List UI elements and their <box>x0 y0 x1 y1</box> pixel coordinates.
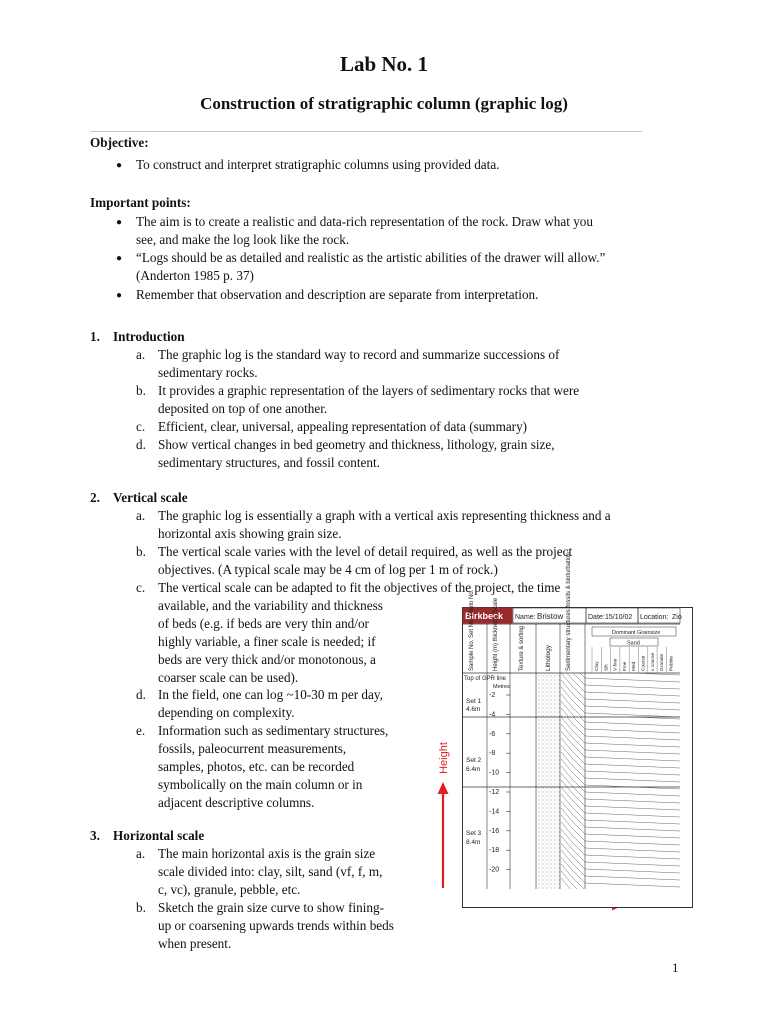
lithology-column <box>537 674 560 890</box>
item-line: Sketch the grain size curve to show fining- <box>158 900 384 915</box>
section-number: 2. <box>90 490 100 505</box>
item-line: Information such as sedimentary structures, <box>158 723 389 738</box>
dominant-grainsize-label: Dominant Grainsize <box>612 630 661 636</box>
date-value: 15/10/02 <box>605 614 633 621</box>
important-point-line: Remember that observation and description are separate from interpretation. <box>136 287 539 302</box>
grain-column-label: Med <box>632 661 638 671</box>
grain-column-label: Coarse <box>641 655 647 671</box>
item-line: up or coarsening upwards trends within beds <box>158 918 394 933</box>
item-line: objectives. (A typical scale may be 4 cm of log per 1 m of rock.) <box>158 562 498 577</box>
item-label: c. <box>136 419 146 434</box>
item-label: b. <box>136 383 146 398</box>
item-line: horizontal axis showing grain size. <box>158 526 342 541</box>
objective-heading: Objective: <box>90 135 149 150</box>
item-line: The vertical scale varies with the level of detail required, as well as the project <box>158 544 573 559</box>
set-label: Set 2 <box>466 757 482 764</box>
item-label: e. <box>136 723 146 738</box>
item-line: Efficient, clear, universal, appealing representation of data (summary) <box>158 419 528 434</box>
height-tick-label: -8 <box>489 750 496 758</box>
graphic-log-figure <box>462 552 682 889</box>
item-line: In the field, one can log ~10-30 m per day, <box>158 687 383 702</box>
set-label: Set 3 <box>466 830 482 837</box>
item-line: The graphic log is essentially a graph with a vertical axis representing thickness and a <box>158 508 611 523</box>
item-label: a. <box>136 347 146 362</box>
location-value: Zio <box>672 614 682 621</box>
height-tick-label: -18 <box>489 847 500 855</box>
grain-column-label: Fine <box>622 661 628 671</box>
grain-column-label: v coarse <box>650 652 656 671</box>
set-thickness: 6.4m <box>466 766 481 773</box>
height-axis-label-box <box>437 742 451 778</box>
item-label: d. <box>136 437 146 452</box>
grain-column-label: Pebble <box>669 656 675 671</box>
name-label: Name: <box>515 614 536 621</box>
item-line: beds are very thick and/or monotonous, a <box>158 652 376 667</box>
bullet-icon: ● <box>116 290 123 301</box>
col-height-heading: Height (m) thickness. Scale <box>493 597 499 671</box>
item-line: The graphic log is the standard way to record and summarize successions of <box>158 347 560 362</box>
item-line: The main horizontal axis is the grain size <box>158 846 376 861</box>
page-number: 1 <box>672 960 679 975</box>
height-tick-label: -10 <box>489 769 500 777</box>
important-point-line: see, and make the log look like the rock. <box>136 232 350 247</box>
col-sample-heading: Sample No. Set No. Photo No. <box>469 589 475 671</box>
item-line: fossils, paleocurrent measurements, <box>158 741 347 756</box>
item-label: c. <box>136 580 146 595</box>
item-line: sedimentary structures, and fossil content. <box>158 455 380 470</box>
set-label: Set 1 <box>466 698 482 705</box>
col-sedstruct-heading: Sedimentary structures fossils & bioturbation <box>566 552 572 671</box>
grain-column-label: Silt <box>604 664 610 671</box>
col-texture-heading: Texture & sorting <box>519 625 525 671</box>
item-label: a. <box>136 508 146 523</box>
height-tick-label: -6 <box>489 730 496 738</box>
grain-column-label: V fine <box>613 658 619 671</box>
graphic-log-svg <box>462 552 682 889</box>
section-number: 3. <box>90 828 100 843</box>
height-tick-label: -4 <box>489 711 496 719</box>
col-lithology-heading: Lithology <box>545 644 552 671</box>
bullet-icon: ● <box>116 253 123 264</box>
item-line: when present. <box>158 936 232 951</box>
item-label: a. <box>136 846 146 861</box>
metres-label: Metres <box>493 684 510 690</box>
objective-bullet: To construct and interpret stratigraphic columns using provided data. <box>136 157 500 172</box>
item-line: adjacent descriptive columns. <box>158 795 315 810</box>
set-thickness: 8.4m <box>466 839 481 846</box>
section-heading-vertical-scale: Vertical scale <box>113 490 188 505</box>
item-line: c, vc), granule, pebble, etc. <box>158 882 301 897</box>
top-gpr-label: Top of GPR line <box>464 676 507 682</box>
page-subtitle: Construction of stratigraphic column (graphic log) <box>200 94 568 113</box>
location-label: Location: <box>640 614 669 621</box>
item-line: scale divided into: clay, silt, sand (vf, f, m, <box>158 864 383 879</box>
name-value: Bristow <box>537 612 564 621</box>
section-number: 1. <box>90 329 100 344</box>
title-divider <box>90 131 642 132</box>
sand-label: Sand <box>627 640 640 647</box>
item-line: It provides a graphic representation of the layers of sedimentary rocks that were <box>158 383 580 398</box>
important-point-line: (Anderton 1985 p. 37) <box>136 268 254 283</box>
item-line: highly variable, a finer scale is needed; if <box>158 634 376 649</box>
height-tick-label: -2 <box>489 692 496 699</box>
important-point-line: The aim is to create a realistic and data-rich representation of the rock. Draw what you <box>136 214 593 229</box>
section-heading-horizontal-scale: Horizontal scale <box>113 828 205 843</box>
bullet-icon: ● <box>116 160 123 171</box>
page-title: Lab No. 1 <box>339 52 429 76</box>
grain-column-label: Clay <box>595 661 600 671</box>
height-tick-label: -20 <box>489 866 500 874</box>
item-line: sedimentary rocks. <box>158 365 258 380</box>
bullet-icon: ● <box>116 217 123 228</box>
item-line: samples, photos, etc. can be recorded <box>158 759 355 774</box>
date-label: Date: <box>588 614 605 621</box>
logo-text: Birkbeck <box>465 611 504 621</box>
item-label: d. <box>136 687 146 702</box>
item-line: deposited on top of one another. <box>158 401 328 416</box>
height-tick-label: -14 <box>489 808 500 816</box>
item-line: The vertical scale can be adapted to fit the objectives of the project, the time <box>158 580 561 595</box>
item-line: of beds (e.g. if beds are very thin and/or <box>158 616 369 631</box>
item-line: symbolically on the main column or in <box>158 777 363 792</box>
item-line: coarser scale can be used). <box>158 670 299 685</box>
item-label: b. <box>136 900 146 915</box>
important-point-line: “Logs should be as detailed and realistic as the artistic abilities of the drawer will allow.” <box>136 250 606 265</box>
item-line: depending on complexity. <box>158 705 295 720</box>
height-arrow-icon <box>436 782 450 890</box>
height-tick-label: -12 <box>489 789 500 796</box>
height-tick-label: -16 <box>489 827 500 835</box>
item-line: Show vertical changes in bed geometry and thickness, lithology, grain size, <box>158 437 555 452</box>
item-line: available, and the variability and thickness <box>158 598 383 613</box>
section-heading-introduction: Introduction <box>113 329 185 344</box>
height-axis-label: Height <box>438 742 450 774</box>
grain-column-label: Granule <box>660 653 666 671</box>
important-heading: Important points: <box>90 195 191 210</box>
set-thickness: 4.6m <box>466 706 481 713</box>
item-label: b. <box>136 544 146 559</box>
